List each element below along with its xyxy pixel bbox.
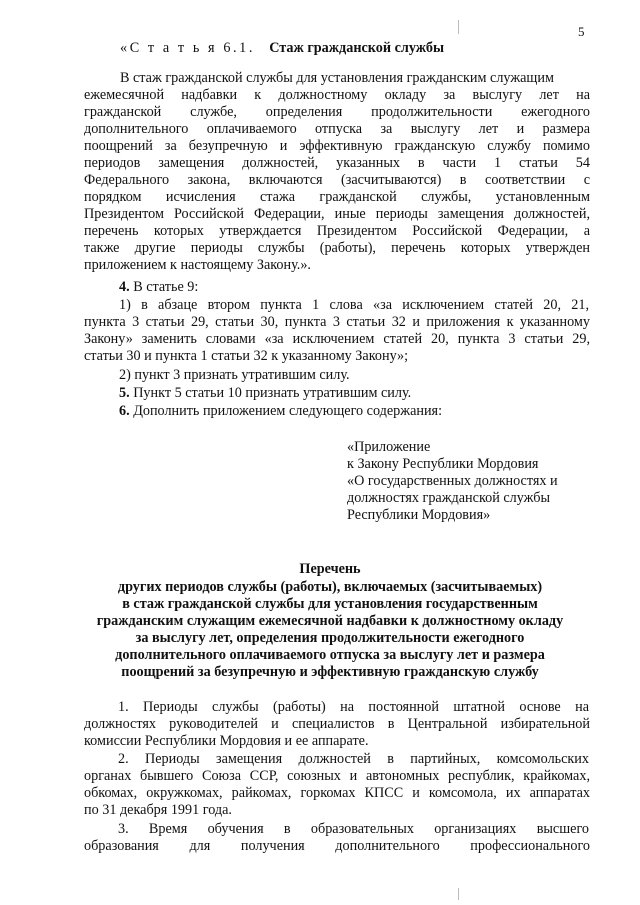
article-paragraph-line: порядком исчисления стажа гражданской службы, установленным <box>84 189 590 205</box>
list-item-line: образования для получения дополнительного профессионального <box>84 838 590 854</box>
list-title-line: дополнительного оплачиваемого отпуска за выслугу лет и размера <box>115 647 545 663</box>
list-item-line: органах бывшего Союза ССР, союзных и автономных республик, крайкомах, <box>84 768 590 784</box>
amendment-line: 1) в абзаце втором пункта 1 слова «за исключением статей 20, 21, <box>119 297 589 313</box>
article-paragraph-line: приложением к настоящему Закону.». <box>84 257 311 273</box>
amendment-line: Закону» заменить словами «за исключением статей 20, пункта 3 статьи 29, <box>84 331 590 347</box>
list-title-line: других периодов службы (работы), включаемых (засчитываемых) <box>117 579 543 595</box>
appendix-reference-line: Республики Мордовия» <box>347 507 491 523</box>
amendment-line: пункта 3 статьи 29, статьи 30, пункта 3 статьи 32 и приложения к указанному <box>84 314 590 330</box>
scan-artifact <box>458 888 459 900</box>
article-paragraph-line: Федерального закона, включаются (засчитываются) в соответствии с <box>84 172 590 188</box>
list-item-line: 2. Периоды замещения должностей в партийных, комсомольских <box>118 751 589 767</box>
article-paragraph-line: поощрений за безупречную и эффективную гражданскую службу помимо <box>84 138 590 154</box>
scan-artifact <box>458 20 459 34</box>
amendment-item-4 <box>119 279 589 296</box>
article-paragraph-line: перечень которых утверждается Президентом Российской Федерации, а <box>84 223 590 239</box>
article-paragraph-line: периодов замещения должностей, указанных в части 1 статьи 54 <box>84 155 590 171</box>
amendment-text: В статье 9: <box>129 279 199 295</box>
article-paragraph-line: В стаж гражданской службы для установления гражданским служащим <box>120 70 554 86</box>
appendix-reference-line: «Приложение <box>347 439 431 455</box>
amendment-line: 2) пункт 3 признать утратившим силу. <box>119 367 350 383</box>
article-paragraph-line: Президентом Российской Федерации, иные периоды замещения должностей, <box>84 206 590 222</box>
amendment-number: 5. <box>119 385 130 401</box>
amendment-number: 4. <box>119 279 130 295</box>
list-item-line: обкомах, окружкомах, райкомах, горкомах КПСС и комсомола, их аппаратах <box>84 785 590 801</box>
article-paragraph-line: гражданской службе, определения продолжительности ежегодного <box>84 104 590 120</box>
article-paragraph-line: также другие периоды службы (работы), перечень которых утвержден <box>84 240 590 256</box>
list-item-line: по 31 декабря 1991 года. <box>84 802 232 818</box>
amendment-text: Пункт 5 статьи 10 признать утратившим силу. <box>129 385 412 401</box>
list-title-line: в стаж гражданской службы для установления государственным <box>122 596 538 612</box>
list-item-line: 3. Время обучения в образовательных организациях высшего <box>118 821 589 837</box>
list-title-line: поощрений за безупречную и эффективную гражданскую службу <box>121 664 539 680</box>
list-title-line: гражданским служащим ежемесячной надбавки к должностному окладу <box>96 613 564 629</box>
amendment-item-5 <box>119 385 625 402</box>
article-paragraph-line: дополнительного оплачиваемого отпуска за выслугу лет и размера <box>84 121 590 137</box>
amendment-text: Дополнить приложением следующего содержания: <box>129 403 443 419</box>
amendment-line: статьи 30 и пункта 1 статьи 32 к указанному Закону»; <box>84 348 409 364</box>
list-item-line: должностях руководителей и специалистов в Центральной избирательной <box>84 716 590 732</box>
article-paragraph-line: ежемесячной надбавки к должностному окладу за выслугу лет на <box>84 87 590 103</box>
article-heading-prefix: «С т а т ь я 6.1. <box>120 40 256 56</box>
list-item-line: 1. Периоды службы (работы) на постоянной штатной основе на <box>118 699 589 715</box>
list-title-line: Перечень <box>299 561 361 577</box>
appendix-reference-line: «О государственных должностях и <box>347 473 558 489</box>
article-heading <box>120 40 580 57</box>
amendment-item-6 <box>119 403 625 420</box>
appendix-reference-line: к Закону Республики Мордовия <box>347 456 539 472</box>
list-item-line: комиссии Республики Мордовия и ее аппарате. <box>84 733 369 749</box>
appendix-reference-line: должностях гражданской службы <box>347 490 550 506</box>
article-heading-title: Стаж гражданской службы <box>269 40 445 56</box>
page-number: 5 <box>578 24 585 39</box>
list-title-line: за выслугу лет, определения продолжительности ежегодного <box>135 630 525 646</box>
amendment-number: 6. <box>119 403 130 419</box>
